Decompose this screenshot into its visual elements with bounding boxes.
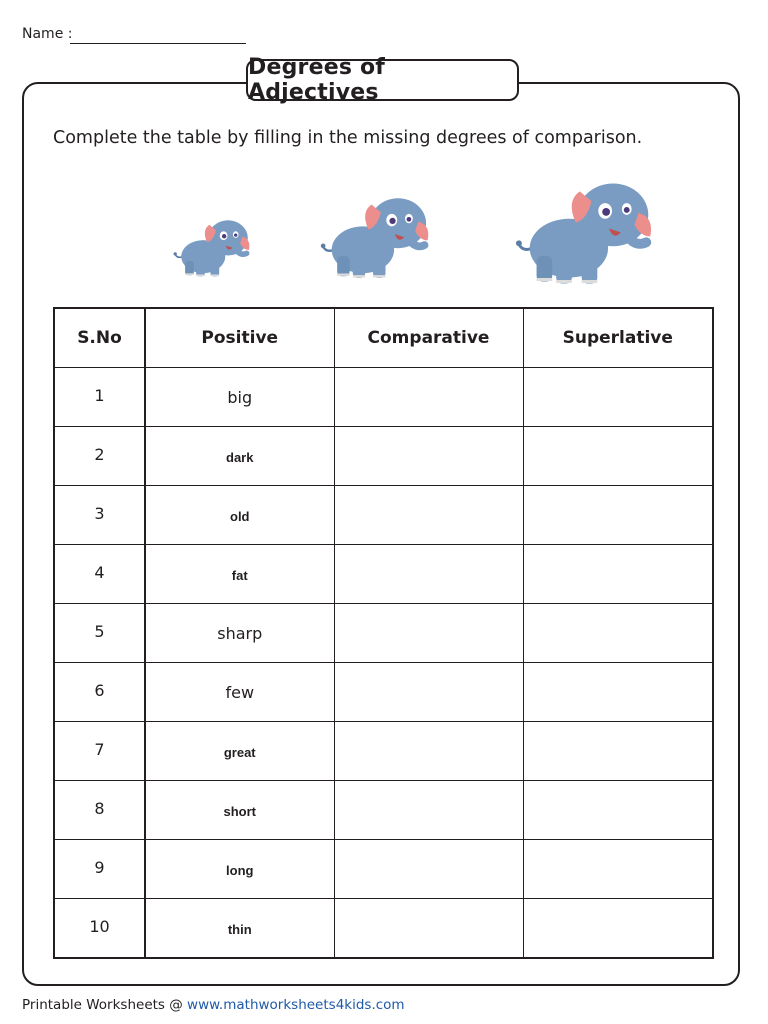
comparative-answer-cell[interactable]	[334, 781, 523, 840]
superlative-answer-cell[interactable]	[523, 722, 713, 781]
header-positive: Positive	[145, 308, 334, 368]
superlative-answer-cell[interactable]	[523, 427, 713, 486]
positive-cell: sharp	[145, 604, 334, 663]
footer	[22, 997, 405, 1013]
positive-cell: short	[145, 781, 334, 840]
positive-cell: fat	[145, 545, 334, 604]
name-label: Name :	[22, 26, 73, 42]
superlative-answer-cell[interactable]	[523, 368, 713, 427]
comparative-answer-cell[interactable]	[334, 663, 523, 722]
small-elephant-icon	[174, 220, 250, 276]
worksheet-title: Degrees of Adjectives	[246, 59, 519, 101]
header-superlative: Superlative	[523, 308, 713, 368]
comparative-answer-cell[interactable]	[334, 722, 523, 781]
instruction-text: Complete the table by filling in the missing degrees of comparison.	[53, 128, 643, 148]
superlative-answer-cell[interactable]	[523, 545, 713, 604]
table-row	[54, 486, 713, 545]
header-comparative: Comparative	[334, 308, 523, 368]
comparative-answer-cell[interactable]	[334, 840, 523, 899]
superlative-answer-cell[interactable]	[523, 840, 713, 899]
sno-cell: 2	[54, 427, 145, 486]
positive-cell: big	[145, 368, 334, 427]
table-header-row	[54, 308, 713, 368]
sno-cell: 5	[54, 604, 145, 663]
table-row	[54, 781, 713, 840]
comparative-answer-cell[interactable]	[334, 899, 523, 959]
medium-elephant-icon	[321, 198, 428, 278]
positive-cell: dark	[145, 427, 334, 486]
sno-cell: 4	[54, 545, 145, 604]
footer-label: Printable Worksheets @	[22, 997, 188, 1013]
large-elephant-icon	[516, 183, 651, 283]
positive-cell: thin	[145, 899, 334, 959]
comparative-answer-cell[interactable]	[334, 368, 523, 427]
sno-cell: 9	[54, 840, 145, 899]
superlative-answer-cell[interactable]	[523, 899, 713, 959]
table-row	[54, 427, 713, 486]
table-row	[54, 722, 713, 781]
name-input-line[interactable]	[70, 43, 246, 44]
sno-cell: 10	[54, 899, 145, 959]
table-row	[54, 545, 713, 604]
elephant-illustration	[165, 158, 745, 298]
superlative-answer-cell[interactable]	[523, 604, 713, 663]
sno-cell: 1	[54, 368, 145, 427]
comparative-answer-cell[interactable]	[334, 604, 523, 663]
header-sno: S.No	[54, 308, 145, 368]
comparative-answer-cell[interactable]	[334, 545, 523, 604]
sno-cell: 8	[54, 781, 145, 840]
superlative-answer-cell[interactable]	[523, 781, 713, 840]
table-row	[54, 663, 713, 722]
positive-cell: few	[145, 663, 334, 722]
table-row	[54, 899, 713, 959]
sno-cell: 3	[54, 486, 145, 545]
sno-cell: 6	[54, 663, 145, 722]
superlative-answer-cell[interactable]	[523, 663, 713, 722]
comparative-answer-cell[interactable]	[334, 486, 523, 545]
positive-cell: great	[145, 722, 334, 781]
comparative-answer-cell[interactable]	[334, 427, 523, 486]
table-row	[54, 604, 713, 663]
table-row	[54, 840, 713, 899]
positive-cell: old	[145, 486, 334, 545]
footer-link[interactable]: www.mathworksheets4kids.com	[187, 997, 405, 1013]
adjectives-table	[53, 307, 714, 959]
sno-cell: 7	[54, 722, 145, 781]
table-row	[54, 368, 713, 427]
superlative-answer-cell[interactable]	[523, 486, 713, 545]
positive-cell: long	[145, 840, 334, 899]
